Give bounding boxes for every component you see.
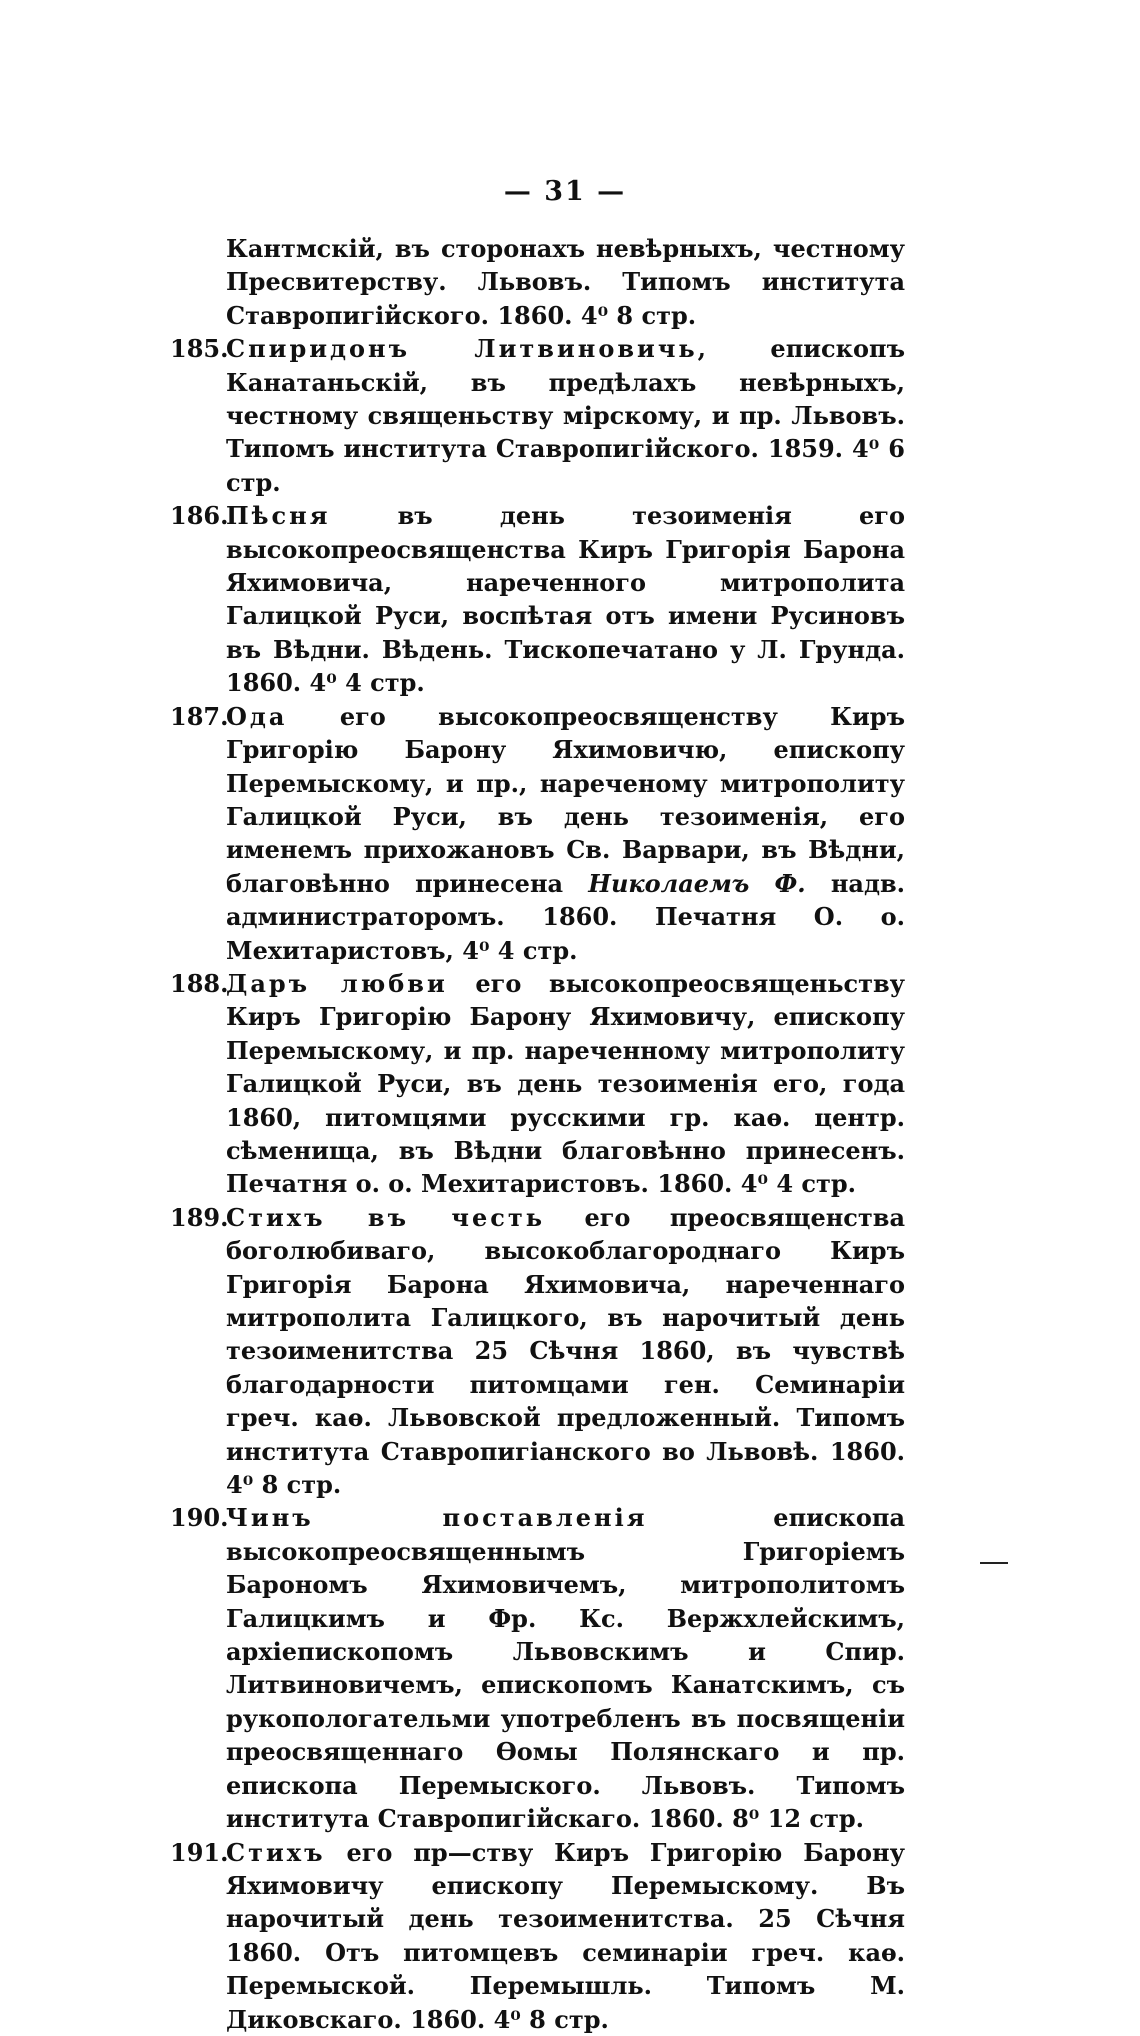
entry-number: 186. — [170, 501, 229, 531]
entry-text-after: надв. администраторомъ. 1860. Печатня О. о. Мехитаристовъ, 4⁰ 4 стр. — [226, 868, 905, 965]
entry-number: 189. — [170, 1202, 229, 1232]
entry-189 — [170, 1201, 905, 1502]
entry-number: 187. — [170, 701, 229, 731]
entry-title: Даръ любви — [226, 968, 448, 998]
entry-185 — [170, 332, 905, 499]
entry-187 — [170, 700, 905, 967]
entry-190 — [170, 1501, 905, 1835]
entry-title: Спиридонъ Литвиновичь, — [226, 334, 710, 364]
entry-title: Чинъ поставленія — [226, 1503, 648, 1533]
page-content — [170, 232, 905, 2036]
entry-title: Стихъ — [226, 1837, 326, 1867]
footer-rule — [980, 1562, 1008, 1564]
entry-188 — [170, 967, 905, 1201]
entry-title: Пѣсня — [226, 501, 331, 531]
continuation-paragraph: Кантмскій, въ сторонахъ невѣрныхъ, честному Пресвитерству. Львовъ. Типомъ института Ставропигійского. 1860. 4⁰ 8 стр. — [226, 234, 905, 330]
entry-text: его пр—ству Киръ Григорію Барону Яхимовичу епископу Перемыскому. Въ нарочитый день тезоименитства. 25 Сѣчня 1860. Отъ питомцевъ семинаріи греч. каѳ. Перемыской. Перемышль. Типомъ М. Диковскаго. 1860. 4⁰ 8 стр. — [226, 1837, 905, 2034]
entry-text: епископа высокопреосвященнымъ Григоріемъ Барономъ Яхимовичемъ, митрополитомъ Галицкимъ и Фр. Кс. Вержхлейскимъ, архіепископомъ Львовскимъ и Спир. Литвиновичемъ, епископомъ Канатскимъ, съ рукопологательми употребленъ въ посвященіи преосвященнаго Ѳомы Полянскаго и пр. епископа Перемыского. Львовъ. Типомъ института Ставропигійскаго. 1860. 8⁰ 12 стр. — [226, 1503, 906, 1834]
entry-186 — [170, 499, 905, 699]
entry-text: его преосвященства боголюбиваго, высокоблагороднаго Киръ Григорія Барона Яхимовича, нареченнаго митрополита Галицкого, въ нарочитый день тезоименитства 25 Сѣчня 1860, въ чувствѣ благодарности питомцами ген. Семинаріи греч. каѳ. Львовской предложенный. Типомъ института Ставропигіанского во Львовѣ. 1860. 4⁰ 8 стр. — [226, 1202, 905, 1500]
entry-text: епископъ Канатаньскій, въ предѣлахъ невѣрныхъ, честному священьству мірскому, и пр. Львовъ. Типомъ института Ставропигійского. 1859. 4⁰ 6 стр. — [226, 334, 905, 497]
entry-191 — [170, 1836, 905, 2036]
entry-text: его высокопреосвященству Киръ Григорію Барону Яхимовичю, епископу Перемыскому, и пр., нареченому митрополиту Галицкой Руси, въ день тезоименія, его именемъ прихожановъ Св. Варвари, въ Вѣдни, благовѣнно принесена — [226, 701, 905, 898]
page-number: — 31 — — [503, 176, 627, 207]
entry-text: въ день тезоименія его высокопреосвященства Киръ Григорія Барона Яхимовича, нареченного митрополита Галицкой Руси, воспѣтая отъ имени Русиновъ въ Вѣдни. Вѣдень. Тископечатано у Л. Грунда. 1860. 4⁰ 4 стр. — [226, 501, 905, 698]
entry-number: 188. — [170, 968, 229, 998]
entry-text: его высокопреосвященьству Киръ Григорію Барону Яхимовичу, епископу Перемыскому, и пр. нареченному митрополиту Галицкой Руси, въ день тезоименія его, года 1860, питомцями русскими гр. каѳ. центр. сѣменища, въ Вѣдни благовѣнно принесенъ. Печатня о. о. Мехитаристовъ. 1860. 4⁰ 4 стр. — [226, 968, 905, 1199]
entry-number: 191. — [170, 1837, 229, 1867]
entry-title: Ода — [226, 701, 288, 731]
entry-number: 185. — [170, 334, 229, 364]
entry-italic-name: Николаемъ Ф. — [588, 868, 806, 898]
entry-number: 190. — [170, 1503, 229, 1533]
entry-title: Стихъ въ честь — [226, 1202, 546, 1232]
